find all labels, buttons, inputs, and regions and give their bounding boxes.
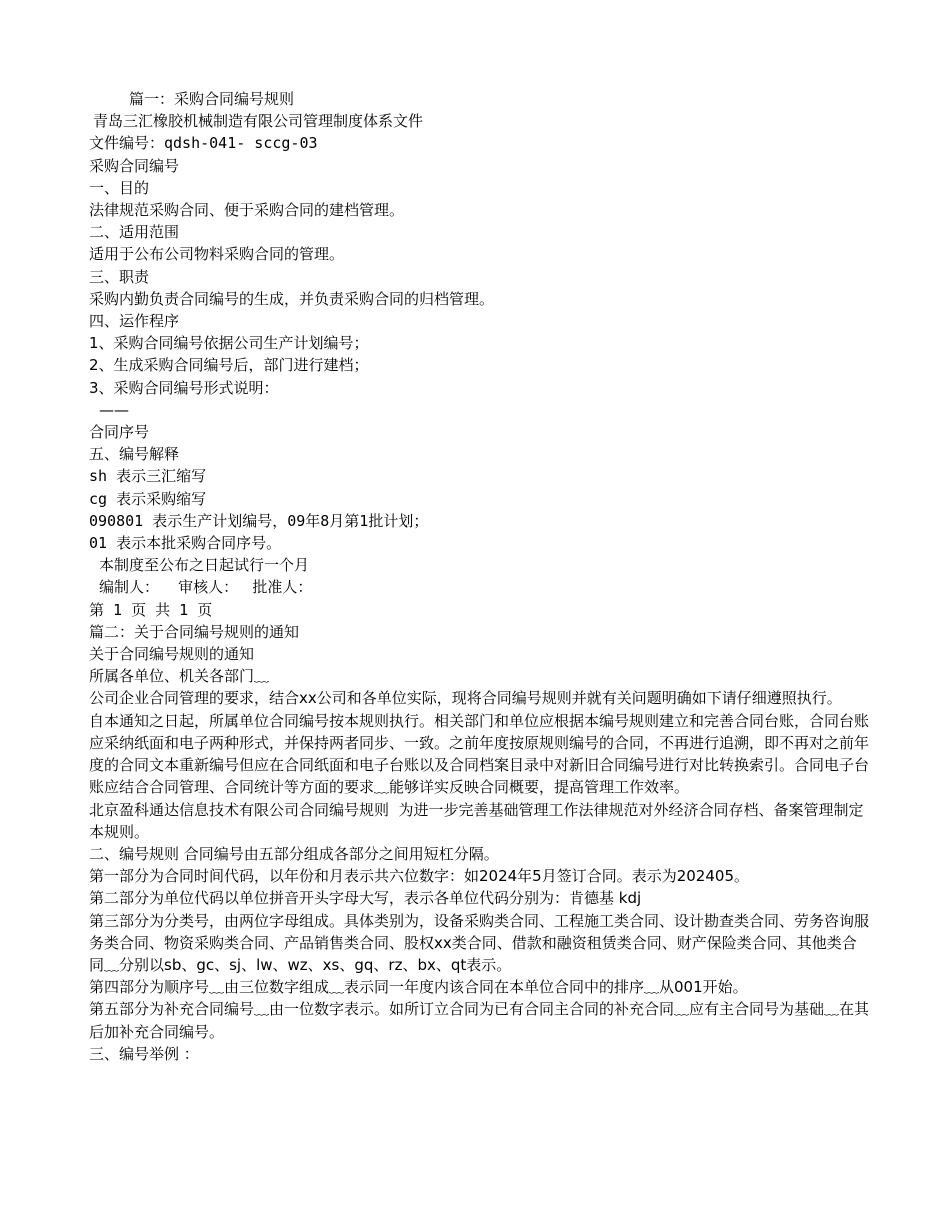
- text-line: 第三部分为分类号，由两位字母组成。具体类别为，设备采购类合同、工程施工类合同、设计勘查类合同、劳务咨询服务类合同、物资采购类合同、产品销售类合同、股权xx类合同、借款和融资租赁类合同、财产保险类合同、其他类合同﹏分别以sb、gc、sj、lw、wz、xs、gq、rz、bx、qt表示。: [89, 911, 870, 974]
- text-line: 所属各单位、机关各部门﹏: [89, 667, 270, 686]
- text-line: 2、生成采购合同编号后，部门进行建档；: [89, 356, 369, 375]
- text-line: 090801 表示生产计划编号，09年8月第1批计划；: [89, 511, 429, 530]
- text-line: 本制度至公布之日起试行一个月: [99, 556, 310, 575]
- text-line: 关于合同编号规则的通知: [89, 645, 255, 664]
- text-line: 01 表示本批采购合同序号。: [89, 534, 282, 553]
- text-line: 四、运作程序: [89, 312, 180, 331]
- text-line: 二、适用范围: [89, 223, 180, 242]
- text-line: 第一部分为合同时间代码，以年份和月表示共六位数字：如2024年5月签订合同。表示为202405。: [89, 867, 749, 886]
- document-body: [89, 88, 869, 1065]
- text-line: 文件编号：qdsh-041- sccg-03: [89, 134, 318, 153]
- text-line: 五、编号解释: [89, 445, 180, 464]
- text-line: 北京盈科通达信息技术有限公司合同编号规则 为进一步完善基础管理工作法律规范对外经济合同存档、备案管理制定本规则。: [89, 800, 864, 841]
- text-line: 采购合同编号: [89, 156, 180, 175]
- text-line: 二、编号规则 合同编号由五部分组成各部分之间用短杠分隔。: [89, 844, 499, 863]
- text-line: 采购内勤负责合同编号的生成，并负责采购合同的归档管理。: [89, 289, 495, 308]
- text-line: 编制人： 审核人： 批准人：: [99, 578, 313, 597]
- text-line: 合同序号: [89, 423, 150, 442]
- text-line: 篇一：采购合同编号规则: [129, 90, 295, 108]
- text-line: 3、采购合同编号形式说明：: [89, 378, 279, 397]
- text-line: 三、编号举例 ：: [89, 1044, 199, 1063]
- text-line: 适用于公布公司物料采购合同的管理。: [89, 245, 345, 264]
- text-line: sh 表示三汇缩写: [89, 467, 207, 486]
- text-line: 青岛三汇橡胶机械制造有限公司管理制度体系文件: [93, 112, 424, 131]
- text-line: 自本通知之日起，所属单位合同编号按本规则执行。相关部门和单位应根据本编号规则建立和完善合同台账，合同台账应采纳纸面和电子两种形式，并保持两者同步、一致。之前年度按原规则编号的合同，不再进行追溯，即不再对之前年度的合同文本重新编号但应在合同纸面和电子台账以及合同档案目录中对新旧合同编号进行对比转换索引。合同电子台账应结合合同管理、合同统计等方面的要求﹏能够详实反映合同概要，提高管理工作效率。: [89, 711, 870, 797]
- text-line: cg 表示采购缩写: [89, 489, 207, 508]
- text-line: 1、采购合同编号依据公司生产计划编号；: [89, 334, 369, 353]
- text-line: ——: [99, 400, 129, 419]
- text-line: 一、目的: [89, 178, 150, 197]
- text-line: 第 1 页 共 1 页: [89, 600, 213, 619]
- text-line: 第四部分为顺序号﹏由三位数字组成﹏表示同一年度内该合同在本单位合同中的排序﹏从001开始。: [89, 978, 748, 997]
- text-line: 第二部分为单位代码以单位拼音开头字母大写，表示各单位代码分别为：肯德基 kdj: [89, 889, 642, 908]
- text-line: 三、职责: [89, 267, 150, 286]
- text-line: 第五部分为补充合同编号﹏由一位数字表示。如所订立合同为已有合同主合同的补充合同﹏应有主合同号为基础﹏在其后加补充合同编号。: [89, 1000, 870, 1041]
- text-line: 法律规范采购合同、便于采购合同的建档管理。: [89, 201, 405, 220]
- text-line: 公司企业合同管理的要求，结合xx公司和各单位实际，现将合同编号规则并就有关问题明确如下请仔细遵照执行。: [89, 689, 842, 708]
- text-line: 篇二：关于合同编号规则的通知: [89, 622, 300, 641]
